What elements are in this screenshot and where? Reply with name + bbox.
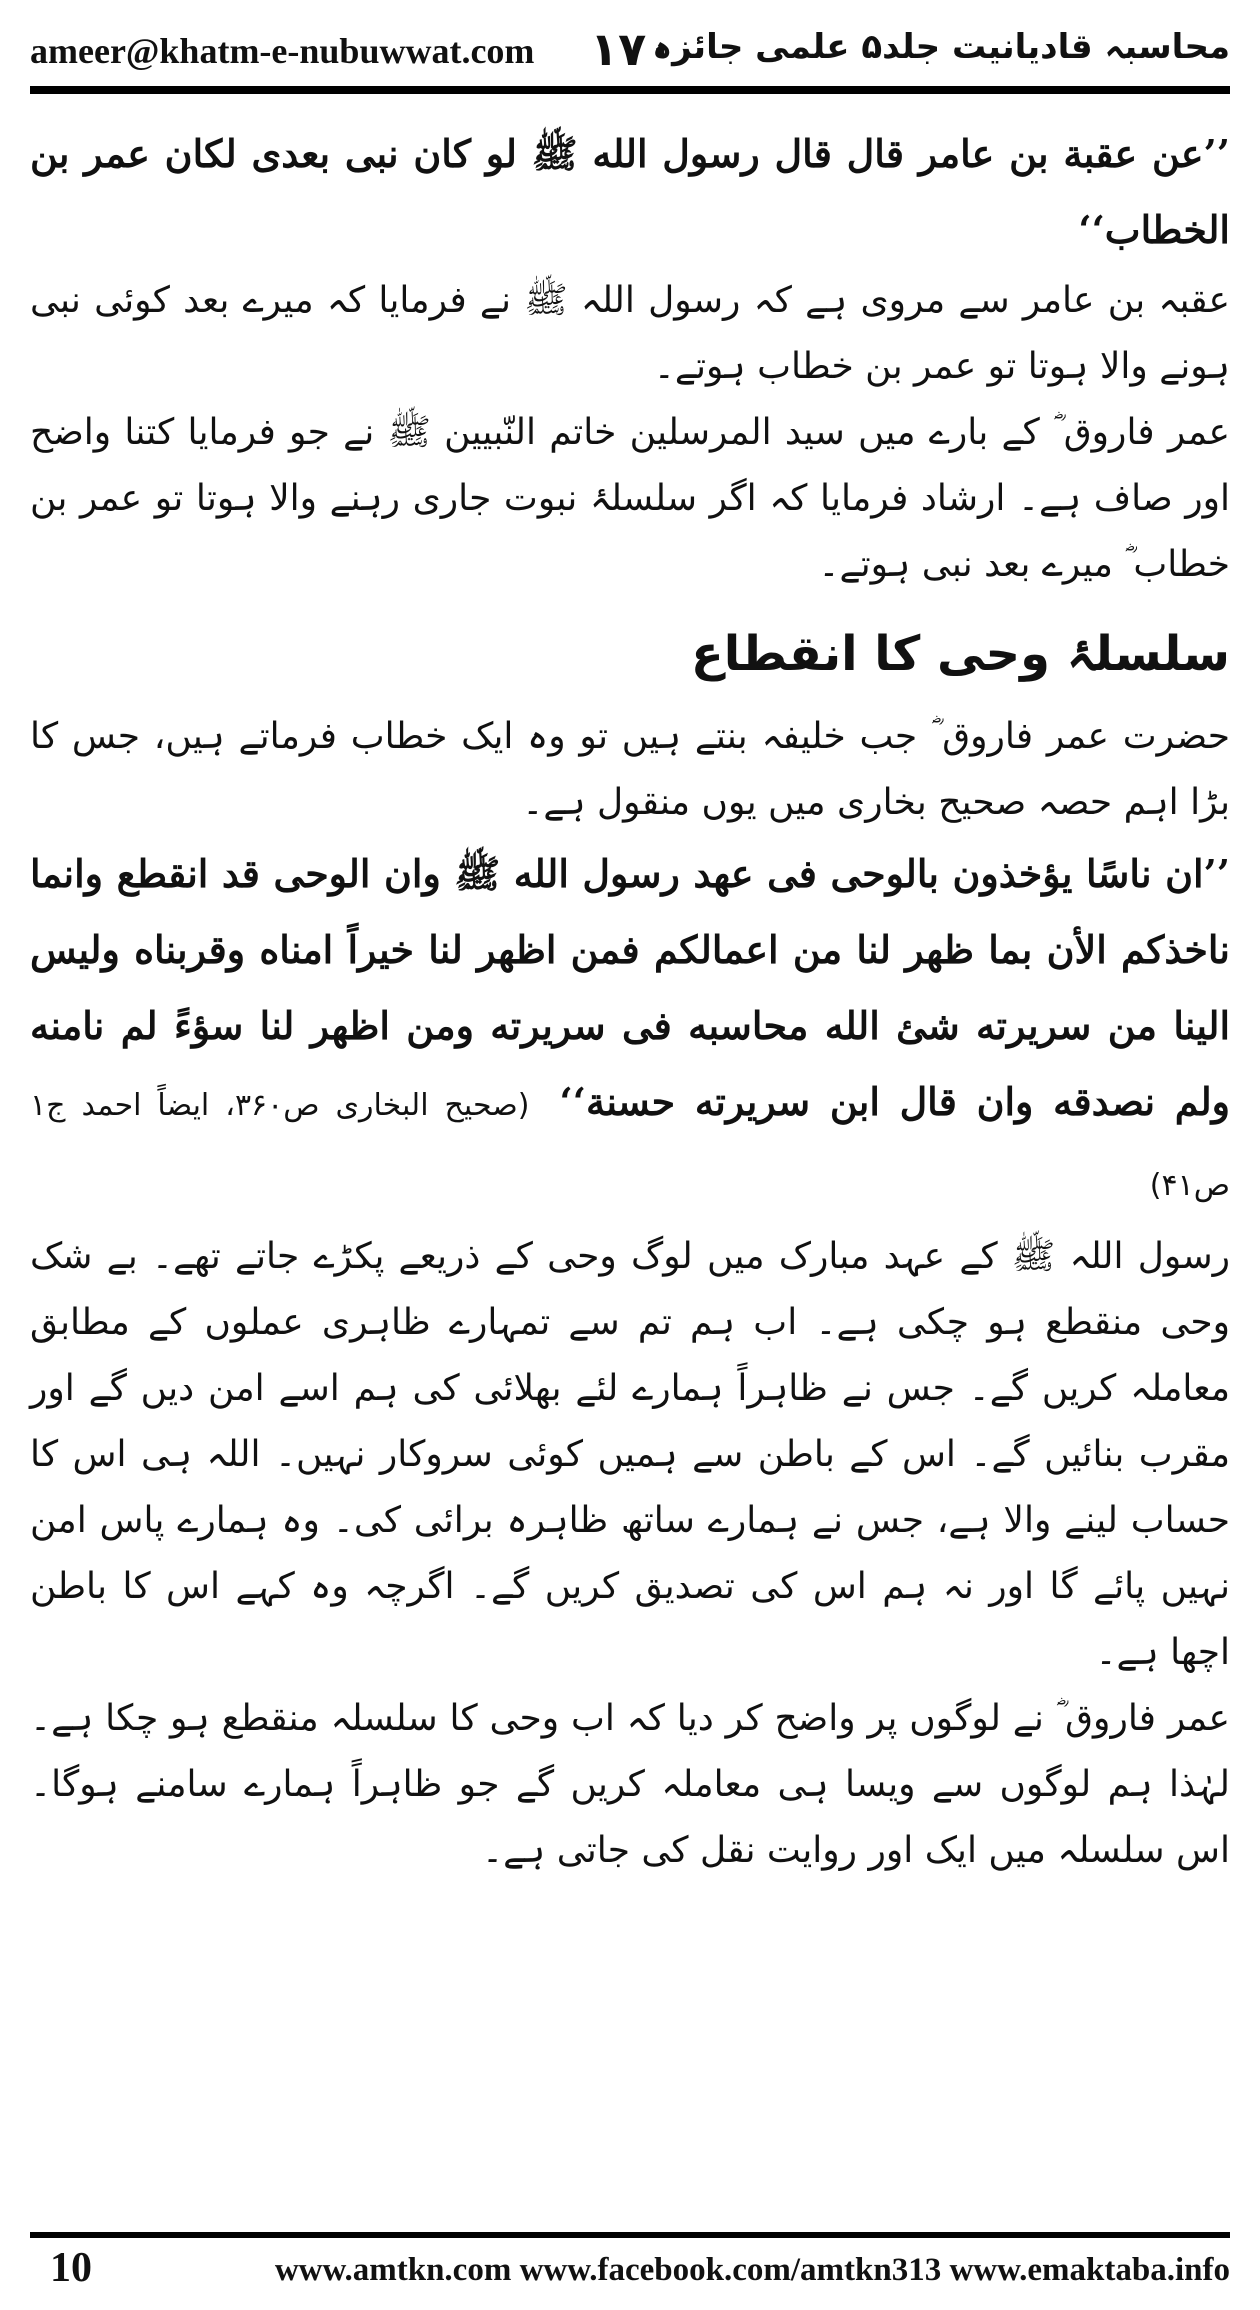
page-footer <box>30 2246 1230 2296</box>
header-rule <box>30 86 1230 94</box>
header-book-title: محاسبہ قادیانیت جلد۵ علمی جائزہ <box>652 27 1230 67</box>
arabic-quote-2-text: ’’ان ناسًا یؤخذون بالوحی فی عهد رسول الله ﷺ وان الوحی قد انقطع وانما ناخذکم الأن بما ظهر لنا من اعمالکم فمن اظهر لنا خیراً امناه وقربناه ولیس الینا من سریرته شئ الله محاسبه فی سریرته ومن اظهر لنا سؤءً لم نامنه ولم نصدقه وان قال ابن سریرته حسنة‘‘ <box>30 851 1230 1124</box>
urdu-paragraph-5: عمر فاروق ؓ نے لوگوں پر واضح کر دیا کہ اب وحی کا سلسلہ منقطع ہو چکا ہے۔ لہٰذا ہم لوگوں سے ویسا ہی معاملہ کریں گے جو ظاہراً ہمارے سامنے ہوگا۔ اس سلسلہ میں ایک اور روایت نقل کی جاتی ہے۔ <box>30 1698 1230 1871</box>
quote-reference: (صحیح البخاری ص۳۶۰، ایضاً احمد ج۱ ص۴۱) <box>30 1088 1230 1203</box>
arabic-quote-2 <box>30 836 1230 1224</box>
section-heading: سلسلۂ وحی کا انقطاع <box>690 626 1230 682</box>
urdu-paragraph-2: عمر فاروق ؓ کے بارے میں سید المرسلین خاتم النّبیین ﷺ نے جو فرمایا کتنا واضح اور صاف ہے۔ ارشاد فرمایا کہ اگر سلسلۂ نبوت جاری رہنے والا ہوتا تو عمر بن خطاب ؓ میرے بعد نبی ہوتے۔ <box>30 412 1230 585</box>
footer-number: 10 <box>50 2245 92 2291</box>
footer-rule <box>30 2232 1230 2238</box>
urdu-paragraph-3: حضرت عمر فاروق ؓ جب خلیفہ بنتے ہیں تو وہ ایک خطاب فرماتے ہیں، جس کا بڑا اہم حصہ صحیح بخاری میں یوں منقول ہے۔ <box>30 716 1230 823</box>
urdu-paragraph-1: عقبہ بن عامر سے مروی ہے کہ رسول اللہ ﷺ نے فرمایا کہ میرے بعد کوئی نبی ہونے والا ہوتا تو عمر بن خطاب ہوتے۔ <box>30 280 1230 387</box>
header-email: ameer@khatm-e-nubuwwat.com <box>30 31 535 71</box>
footer-links: www.amtkn.com www.facebook.com/amtkn313 www.emaktaba.info <box>274 2252 1230 2288</box>
page-header <box>30 22 1230 82</box>
header-page-number: ۱۷۰ <box>590 22 675 76</box>
page-body <box>30 116 1230 1884</box>
arabic-quote-1: ’’عن عقبة بن عامر قال قال رسول الله ﷺ لو کان نبی بعدی لکان عمر بن الخطاب‘‘ <box>30 131 1230 252</box>
urdu-paragraph-4: رسول اللہ ﷺ کے عہد مبارک میں لوگ وحی کے ذریعے پکڑے جاتے تھے۔ بے شک وحی منقطع ہو چکی ہے۔ اب ہم تم سے تمہارے ظاہری عملوں کے مطابق معاملہ کریں گے۔ جس نے ظاہراً ہمارے لئے بھلائی کی ہم اسے امن دیں گے اور مقرب بنائیں گے۔ اس کے باطن سے ہمیں کوئی سروکار نہیں۔ اللہ ہی اس کا حساب لینے والا ہے، جس نے ہمارے ساتھ ظاہرہ برائی کی۔ وہ ہمارے پاس امن نہیں پائے گا اور نہ ہم اس کی تصدیق کریں گے۔ اگرچہ وہ کہے اس کا باطن اچھا ہے۔ <box>30 1236 1230 1673</box>
